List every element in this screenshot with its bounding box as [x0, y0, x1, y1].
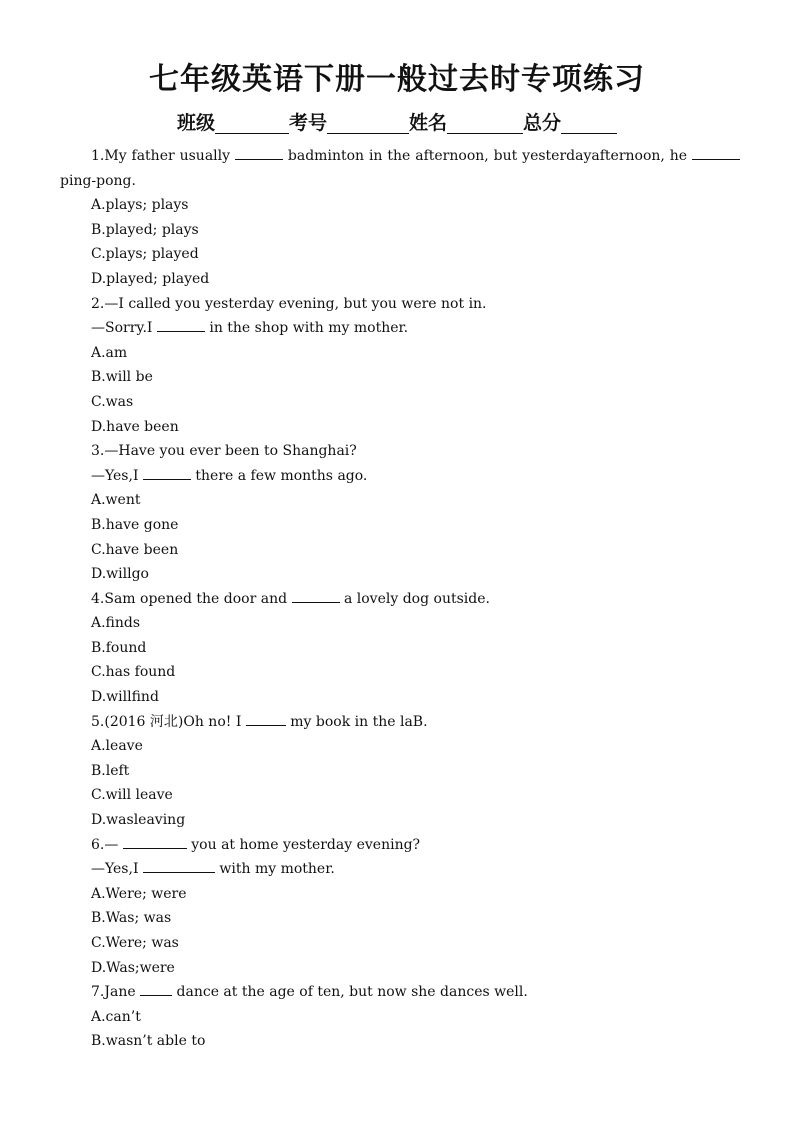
- option-d[interactable]: D.willgo: [91, 566, 149, 583]
- exam-no-blank[interactable]: [327, 111, 409, 134]
- option-b[interactable]: B.Was; was: [91, 910, 172, 927]
- question-stem: 3.—Have you ever been to Shanghai?: [91, 443, 357, 460]
- class-field: [177, 108, 289, 138]
- answer-blank[interactable]: [246, 711, 286, 726]
- option-d[interactable]: D.Was;were: [91, 959, 175, 976]
- class-label: 班级: [176, 112, 215, 134]
- option-a[interactable]: A.finds: [91, 615, 141, 632]
- question-reply: —Yes,I with my mother.: [60, 857, 740, 882]
- questions-list: [60, 144, 740, 1054]
- name-field: [409, 108, 523, 138]
- answer-blank[interactable]: [292, 588, 340, 603]
- question-2: [60, 292, 740, 440]
- answer-blank[interactable]: [235, 145, 283, 160]
- question-stem: 2.—I called you yesterday evening, but you were not in.: [91, 295, 487, 312]
- option-a[interactable]: A.leave: [91, 738, 143, 755]
- question-reply: —Yes,I there a few months ago.: [60, 464, 740, 489]
- question-5: [60, 710, 740, 833]
- question-3: [60, 439, 740, 587]
- exam-no-field: [289, 108, 409, 138]
- question-1: [60, 144, 740, 292]
- option-d[interactable]: D.wasleaving: [91, 812, 186, 829]
- answer-blank[interactable]: [143, 465, 191, 480]
- option-c[interactable]: C.was: [91, 393, 134, 410]
- question-stem: 1.My father usually badminton in the afternoon, but yesterdayafternoon, he ping-pong.: [60, 144, 740, 193]
- class-blank[interactable]: [215, 111, 289, 134]
- question-stem: 7.Jane dance at the age of ten, but now she dances well.: [60, 980, 740, 1005]
- question-stem: 6.— you at home yesterday evening?: [60, 833, 740, 858]
- page-title: 七年级英语下册一般过去时专项练习: [149, 62, 645, 97]
- score-blank[interactable]: [561, 111, 617, 134]
- option-b[interactable]: B.will be: [91, 369, 153, 386]
- answer-blank[interactable]: [143, 858, 215, 873]
- option-c[interactable]: C.has found: [91, 664, 176, 681]
- option-c[interactable]: C.plays; played: [91, 246, 199, 263]
- option-a[interactable]: A.went: [91, 492, 141, 509]
- exam-no-label: 考号: [288, 112, 327, 134]
- option-d[interactable]: D.played; played: [91, 270, 210, 287]
- option-b[interactable]: B.have gone: [91, 516, 179, 533]
- name-blank[interactable]: [447, 111, 523, 134]
- option-b[interactable]: B.left: [91, 762, 130, 779]
- option-a[interactable]: A.plays; plays: [91, 197, 189, 214]
- score-label: 总分: [523, 112, 562, 134]
- option-c[interactable]: C.will leave: [91, 787, 173, 804]
- name-label: 姓名: [409, 112, 448, 134]
- answer-blank[interactable]: [140, 981, 172, 996]
- option-c[interactable]: C.Were; was: [91, 935, 179, 951]
- answer-blank[interactable]: [123, 834, 187, 849]
- question-stem: 5.(2016 河北)Oh no! I my book in the laB.: [60, 710, 740, 735]
- option-a[interactable]: A.can’t: [91, 1008, 141, 1025]
- option-b[interactable]: B.wasn’t able to: [91, 1033, 206, 1050]
- option-d[interactable]: D.have been: [91, 418, 179, 435]
- option-b[interactable]: B.played; plays: [91, 221, 199, 238]
- student-info-row: [0, 108, 794, 138]
- score-field: [523, 108, 617, 138]
- option-a[interactable]: A.Were; were: [91, 885, 187, 902]
- answer-blank[interactable]: [692, 145, 740, 160]
- question-reply: —Sorry.I in the shop with my mother.: [60, 316, 740, 341]
- option-d[interactable]: D.willfind: [91, 689, 159, 706]
- answer-blank[interactable]: [157, 317, 205, 332]
- question-6: [60, 833, 740, 981]
- question-7: [60, 980, 740, 1054]
- option-a[interactable]: A.am: [91, 344, 128, 361]
- option-b[interactable]: B.found: [91, 639, 147, 656]
- question-stem: 4.Sam opened the door and a lovely dog outside.: [60, 587, 740, 612]
- question-4: [60, 587, 740, 710]
- option-c[interactable]: C.have been: [91, 541, 179, 558]
